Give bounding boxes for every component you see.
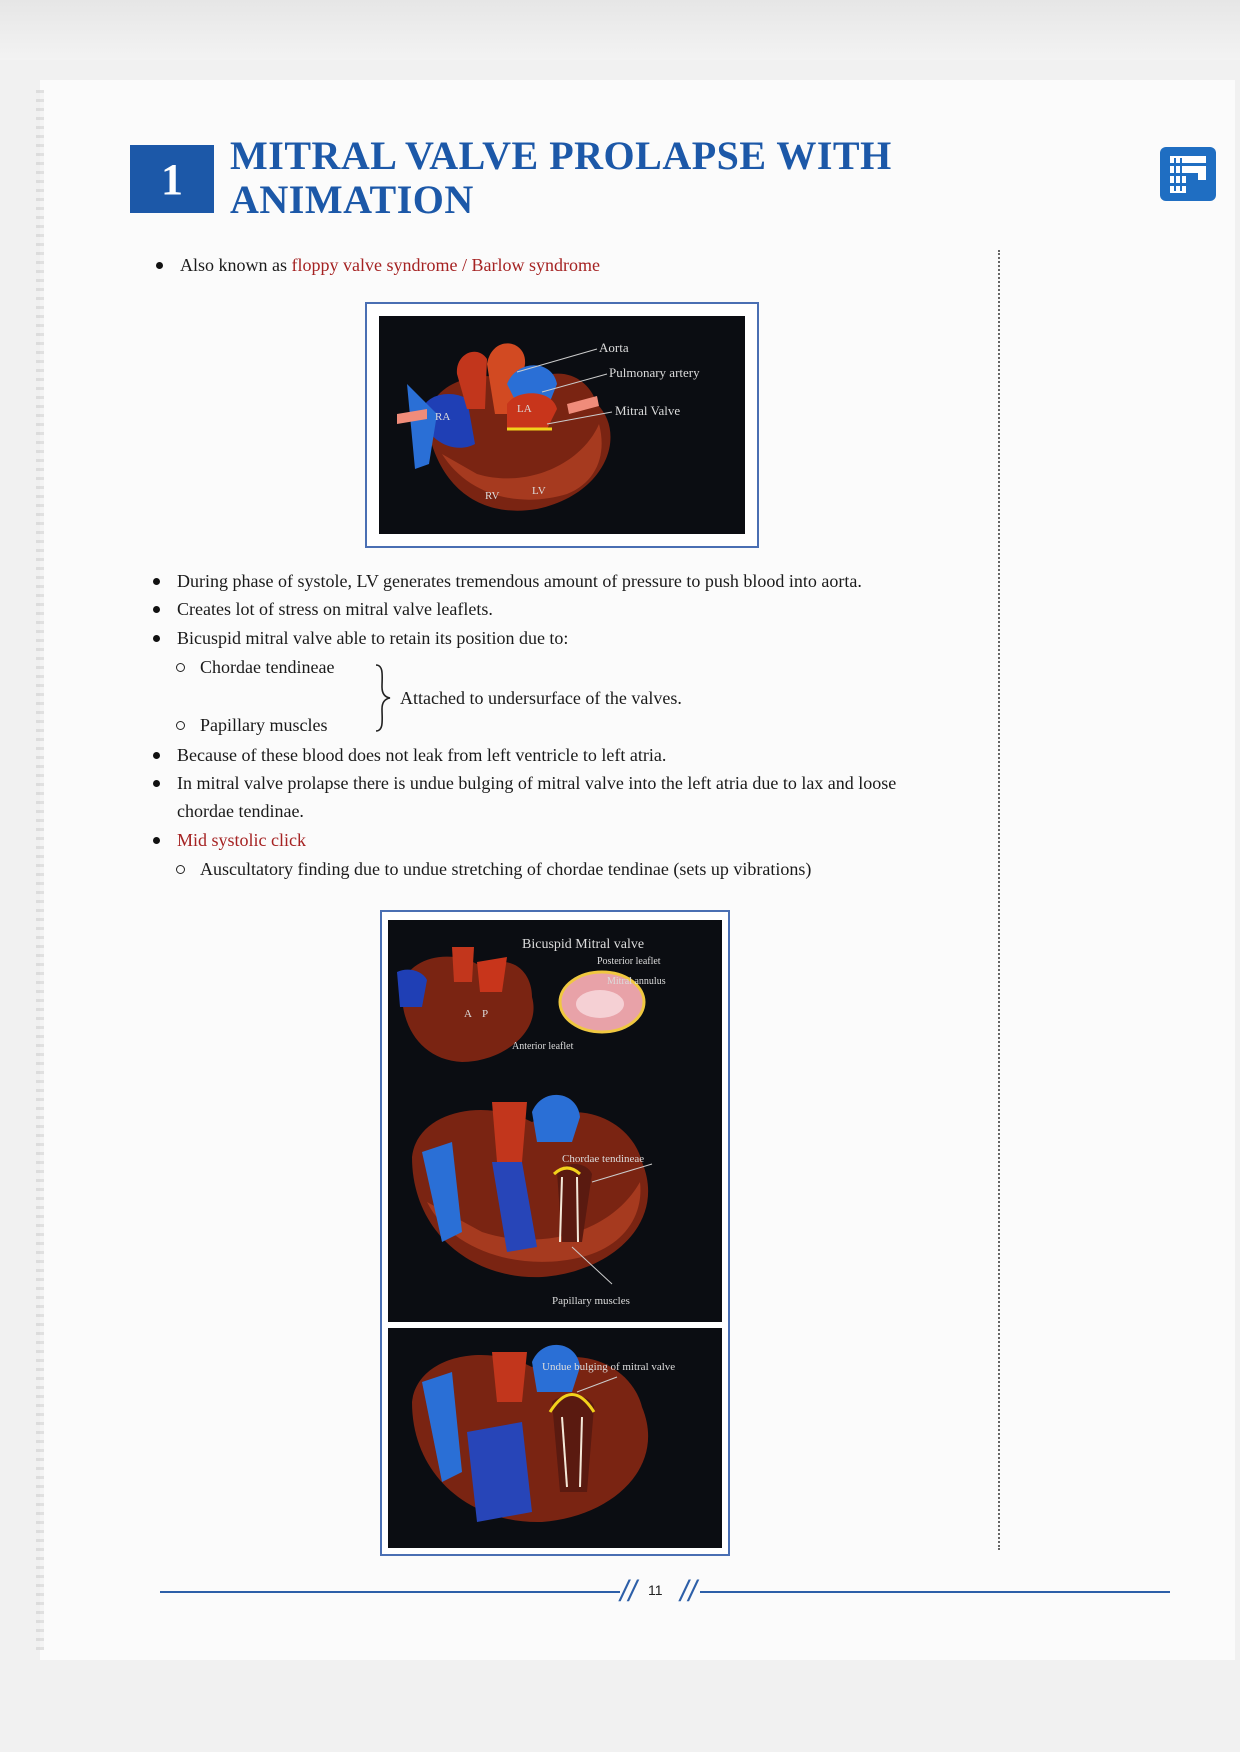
footer-slash-left: // [620, 1575, 637, 1608]
label-la: LA [517, 403, 532, 415]
footer-rule-right [700, 1591, 1170, 1593]
bullet-systole: During phase of systole, LV generates tremendous amount of pressure to push blood into aorta. [177, 571, 862, 591]
scan-top-band [0, 0, 1240, 60]
label-lv: LV [532, 485, 546, 497]
bullet-stress: Creates lot of stress on mitral valve leaflets. [177, 599, 493, 619]
margin-dotted-divider [998, 250, 1000, 1550]
label-mitral-valve: Mitral Valve [615, 403, 681, 418]
sub-auscultatory: Auscultatory finding due to undue stretching of chordae tendinae (sets up vibrations) [200, 859, 812, 879]
sub-papillary: Papillary muscles [200, 715, 328, 735]
mitral-valve-sequence-figure [380, 910, 730, 1556]
bullet-no-leak: Because of these blood does not leak from left ventricle to left atria. [177, 745, 667, 765]
torn-page-edge [36, 90, 44, 1650]
chapter-title-line2: ANIMATION [230, 177, 474, 222]
bullet-prolapse: In mitral valve prolapse there is undue bulging of mitral valve into the left atria due to lax and loose [177, 773, 897, 793]
footer-slash-right: // [680, 1575, 697, 1608]
chapter-title-line1: MITRAL VALVE PROLAPSE WITH [230, 133, 892, 178]
intro-prefix: Also known as [180, 255, 292, 275]
page-number: 11 [648, 1582, 663, 1598]
label-chordae: Chordae tendineae [562, 1153, 645, 1165]
chapter-number-badge: 1 [130, 145, 214, 213]
label-mitral-annulus: Mitral annulus [607, 976, 666, 987]
brace-note: Attached to undersurface of the valves. [400, 688, 682, 708]
label-papillary: Papillary muscles [552, 1295, 630, 1307]
bullet-mid-systolic-click: Mid systolic click [177, 830, 306, 850]
bullet-prolapse-cont: chordae tendinae. [177, 801, 304, 821]
fig2-title: Bicuspid Mitral valve [522, 937, 645, 952]
publisher-logo-icon [1160, 147, 1216, 201]
fig2-label-a: A [464, 1008, 472, 1020]
label-pulmonary-artery: Pulmonary artery [609, 365, 700, 380]
sub-chordae: Chordae tendineae [200, 657, 335, 677]
label-undue-bulging: Undue bulging of mitral valve [542, 1361, 676, 1373]
chapter-title [230, 134, 990, 222]
heart-anatomy-figure [365, 302, 759, 548]
bullet-retain: Bicuspid mitral valve able to retain its position due to: [177, 628, 569, 648]
intro-highlight: floppy valve syndrome / Barlow syndrome [291, 255, 600, 275]
label-ra: RA [435, 411, 451, 423]
intro-bullet [180, 254, 600, 276]
label-aorta: Aorta [599, 340, 629, 355]
curly-brace-icon [372, 663, 394, 733]
label-rv: RV [485, 490, 500, 502]
fig2-label-p: P [482, 1008, 489, 1020]
label-anterior-leaflet: Anterior leaflet [512, 1041, 574, 1052]
label-posterior-leaflet: Posterior leaflet [597, 956, 661, 967]
footer-rule-left [160, 1591, 620, 1593]
